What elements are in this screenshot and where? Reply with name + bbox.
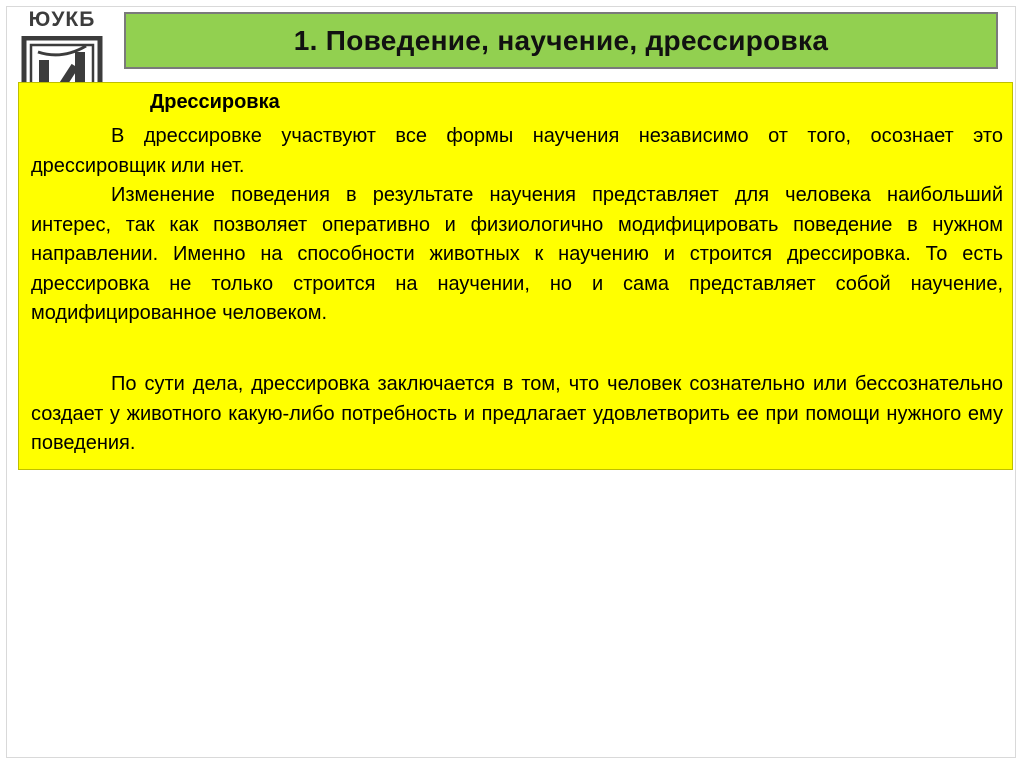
paragraph-1: В дрессировке участвуют все формы научения независимо от того, осознает это дрессировщик или нет. [31,125,1003,177]
paragraph-2: Изменение поведения в результате научения представляет для человека наибольший интерес, так как позволяет оперативно и физиологично модифицировать поведение в нужном направлении. Именно на способности животных к научению и строится дрессировка. То есть дрессировка не только строится на научении, но и сама представляет собой научение, модифицированное человеком. [31,184,1003,325]
slide-title: 1. Поведение, научение, дрессировка [293,24,829,56]
title-bar [124,12,998,69]
logo-text: ЮУКБ [28,8,96,31]
content-heading: Дрессировка [150,91,280,113]
paragraph-3: По сути дела, дрессировка заключается в том, что человек сознательно или бессознательно создает у животного какую-либо потребность и предлагает удовлетворить ее при помощи нужного ему поведения. [31,373,1003,455]
